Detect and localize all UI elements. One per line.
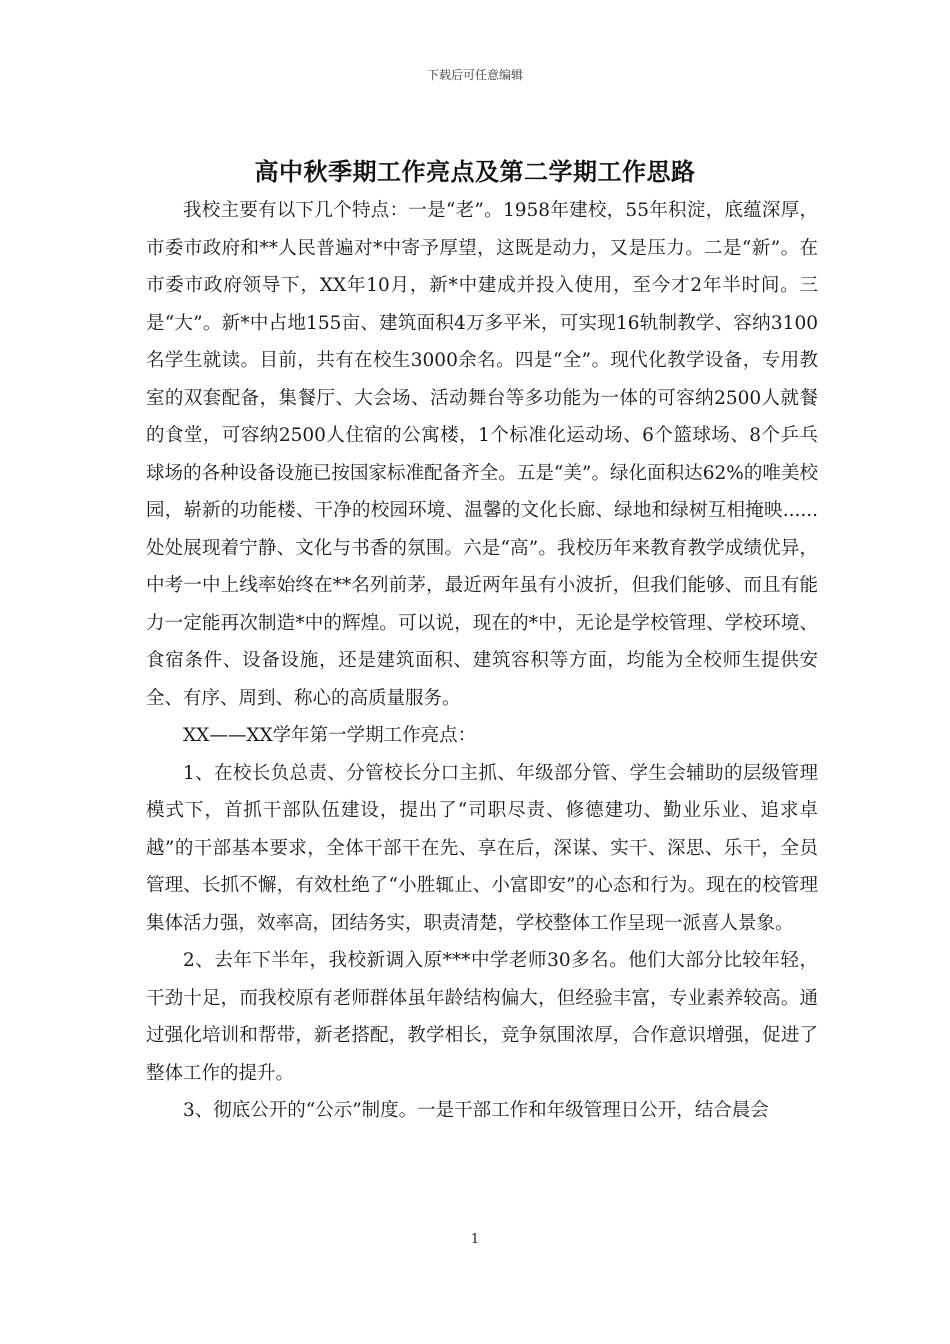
paragraph-item-2: 2、去年下半年，我校新调入原***中学老师30多名。他们大部分比较年轻，干劲十足，而我校原有老师群体虽年龄结构偏大，但经验丰富，专业素养较高。通过强化培训和帮带，新老搭配，教学相长，竞争氛围浓厚，合作意识增强，促进了整体工作的提升。 (146, 950, 818, 1084)
paragraph-highlights-heading: XX——XX学年第一学期工作亮点： (183, 725, 477, 746)
page-number: 1 (470, 1232, 480, 1247)
paragraph-item-3: 3、彻底公开的“公示”制度。一是干部工作和年级管理日公开，结合晨会 (183, 1100, 769, 1121)
paragraph-intro: 我校主要有以下几个特点：一是“老”。1958年建校，55年积淀，底蕴深厚，市委市政府和**人民普遍对*中寄予厚望，这既是动力，又是压力。二是“新”。在市委市政府领导下，XX年10月，新*中建成并投入使用，至今才2年半时间。三是“大”。新*中占地155亩、建筑面积4万多平米，可实现16轨制教学、容纳3100名学生就读。目前，共有在校生3000余名。四是“全”。现代化教学设备，专用教室的双套配备，集餐厅、大会场、活动舞台等多功能为一体的可容纳2500人就餐的食堂，可容纳2500人住宿的公寓楼，1个标准化运动场、6个篮球场、8个乒乓球场的各种设备设施已按国家标准配备齐全。五是“美”。绿化面积达62%的唯美校园，崭新的功能楼、干净的校园环境、温馨的文化长廊、绿地和绿树互相掩映......处处展现着宁静、文化与书香的氛围。六是“高”。我校历年来教育教学成绩优异，中考一中上线率始终在**名列前茅，最近两年虽有小波折，但我们能够、而且有能力一定能再次制造*中的辉煌。可以说，现在的*中，无论是学校管理、学校环境、食宿条件、设备设施，还是建筑面积、建筑容积等方面，均能为全校师生提供安全、有序、周到、称心的高质量服务。 (146, 200, 818, 709)
document-title: 高中秋季期工作亮点及第二学期工作思路 (254, 157, 696, 186)
paragraph-item-1: 1、在校长负总责、分管校长分口主抓、年级部分管、学生会辅助的层级管理模式下，首抓干部队伍建设，提出了“司职尽责、修德建功、勤业乐业、追求卓越”的干部基本要求，全体干部干在先、享在后，深谋、实干、深思、乐干，全员管理、长抓不懈，有效杜绝了“小胜辄止、小富即安”的心态和行为。现在的校管理集体活力强，效率高，团结务实，职责清楚，学校整体工作呈现一派喜人景象。 (146, 762, 818, 934)
document-body (146, 192, 818, 1130)
header-note: 下载后可任意编辑 (426, 68, 523, 82)
